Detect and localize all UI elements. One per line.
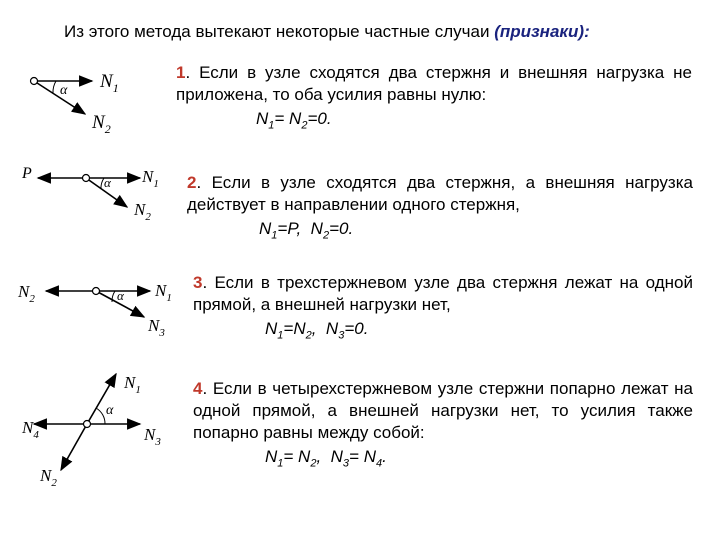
- case-3: [193, 272, 693, 346]
- n1-label: $N_1$: [155, 281, 172, 304]
- alpha-label: α: [117, 288, 124, 303]
- n2-label: $N_2$: [18, 282, 35, 305]
- n2-label: $N_2$: [134, 200, 151, 223]
- alpha-label: α: [106, 403, 114, 418]
- p-label: P: [22, 165, 32, 182]
- case-number: 3: [193, 273, 203, 292]
- alpha-label: α: [104, 175, 111, 190]
- alpha-label: α: [60, 83, 68, 98]
- title-suffix: :: [584, 22, 590, 41]
- case-number: 1: [176, 63, 186, 82]
- diagram-case-3: [17, 281, 172, 339]
- diagram-case-1: [31, 71, 119, 136]
- case-4: [193, 378, 693, 474]
- case-2: [187, 172, 693, 246]
- case-formula: $N_1=P$, $N_2=0$.: [259, 219, 354, 242]
- n3-label: $N_3$: [144, 425, 161, 448]
- title-highlight: (признаки): [494, 22, 585, 41]
- diagram-case-4: [21, 373, 161, 489]
- case-formula: $N_1= N_2=0$.: [256, 109, 332, 132]
- case-number: 4: [193, 379, 203, 398]
- case-number: 2: [187, 173, 197, 192]
- case-formula: $N_1=N_2$, $N_3=0$.: [265, 319, 369, 342]
- case-text: . Если в узле сходятся два стержня и внешняя нагрузка не приложена, то оба усилия равны нулю:: [176, 63, 692, 104]
- n1-label: $N_1$: [124, 373, 141, 396]
- case-1: [176, 62, 692, 136]
- n1-label: $N_1$: [100, 71, 119, 95]
- case-text: . Если в узле сходятся два стержня, а внешняя нагрузка действует в направлении одного стержня,: [187, 173, 693, 214]
- case-text: . Если в четырехстержневом узле стержни попарно лежат на одной прямой, а внешней нагрузки нет, то усилия также попарно равны между собой:: [193, 379, 693, 442]
- title-text: Из этого метода вытекают некоторые частные случаи: [64, 22, 495, 41]
- n2-label: $N_2$: [40, 466, 57, 489]
- case-formula: $N_1= N_2$, $N_3= N_4$.: [265, 447, 387, 470]
- n3-label: $N_3$: [148, 316, 165, 339]
- diagram-case-2: [21, 165, 159, 223]
- n4-label: $N_4$: [22, 418, 39, 441]
- n2-label: $N_2$: [92, 112, 111, 136]
- case-text: . Если в трехстержневом узле два стержня лежат на одной прямой, а внешней нагрузки нет,: [193, 273, 693, 314]
- n1-label: $N_1$: [142, 167, 159, 190]
